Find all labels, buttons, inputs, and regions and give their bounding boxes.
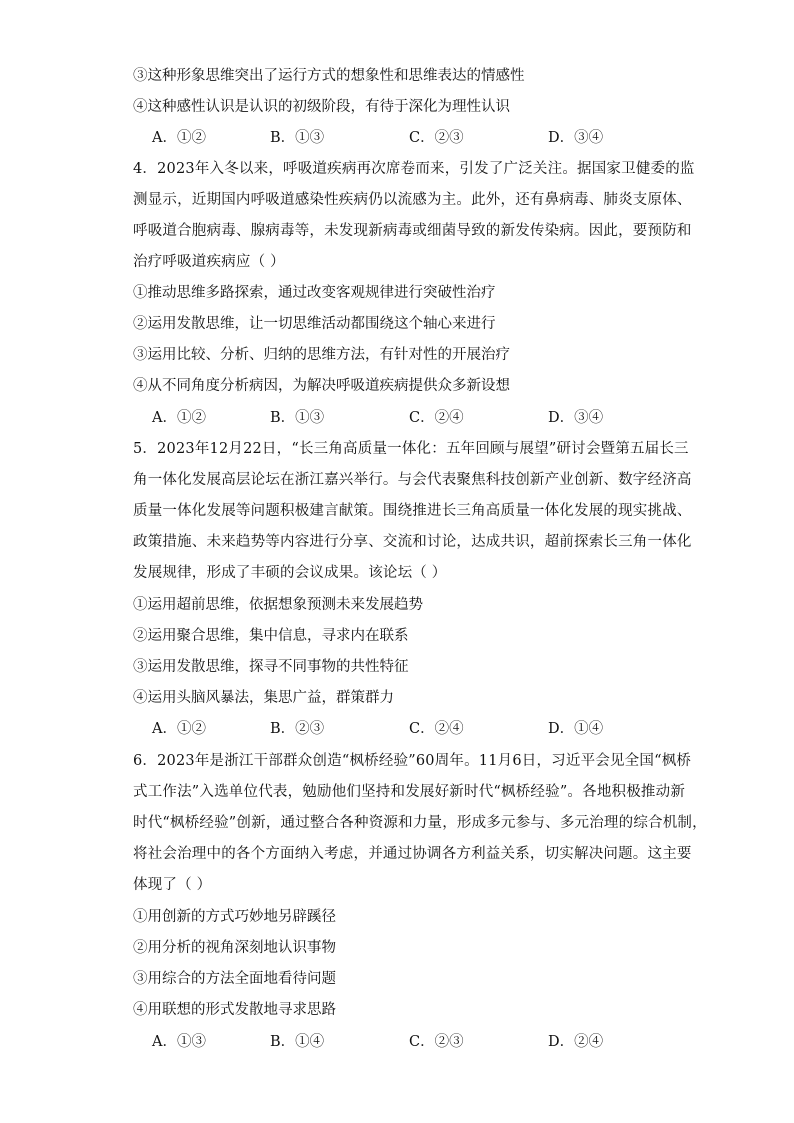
q4-stem-line-3: 呼吸道合胞病毒、腺病毒等，未发现新病毒或细菌导致的新发传染病。因此，要预防和 [133,223,692,239]
q5-stem-line-3: 质量一体化发展等问题积极建言献策。围绕推进长三角高质量一体化发展的现实挑战、 [133,503,692,519]
q5-stem-line-1: 5．2023年12月22日，“长三角高质量一体化：五年回顾与展望”研讨会暨第五届长三 [133,441,689,457]
q4-statement-3: ③运用比较、分析、归纳的思维方法，有针对性的开展治疗 [133,347,510,363]
q6-statement-2: ②用分析的视角深刻地认识事物 [133,940,336,956]
q4-option-b[interactable]: B．①③ [270,410,325,426]
q3-option-a[interactable]: A．①② [152,130,206,146]
q4-statement-2: ②运用发散思维，让一切思维活动都围绕这个轴心来进行 [133,316,496,332]
q5-stem-line-5: 发展规律，形成了丰硕的会议成果。该论坛（ ） [133,565,447,581]
q6-stem-line-1: 6．2023年是浙江干部群众创造“枫桥经验”60周年。11月6日，习近平会见全国“枫桥 [133,753,692,769]
q3-option-c[interactable]: C．②③ [409,130,464,146]
q6-statement-1: ①用创新的方式巧妙地另辟蹊径 [133,909,336,925]
q4-option-a[interactable]: A．①② [152,410,206,426]
q4-statement-4: ④从不同角度分析病因，为解决呼吸道疾病提供众多新设想 [133,378,510,394]
q3-option-b[interactable]: B．①③ [270,130,325,146]
q5-stem-line-2: 角一体化发展高层论坛在浙江嘉兴举行。与会代表聚焦科技创新产业创新、数字经济高 [133,472,692,488]
q6-stem-line-4: 将社会治理中的各个方面纳入考虑，并通过协调各方利益关系，切实解决问题。这主要 [133,846,692,862]
q5-option-d[interactable]: D．①④ [548,721,604,737]
q4-option-d[interactable]: D．③④ [548,410,604,426]
q5-statement-4: ④运用头脑风暴法，集思广益，群策群力 [133,690,394,706]
q4-stem-line-4: 治疗呼吸道疾病应（ ） [133,254,285,270]
q5-options [152,719,672,739]
q5-option-b[interactable]: B．②③ [270,721,325,737]
q5-option-c[interactable]: C．②④ [409,721,464,737]
q6-option-d[interactable]: D．②④ [548,1034,604,1050]
q5-statement-1: ①运用超前思维，依据想象预测未来发展趋势 [133,597,423,613]
q4-stem-line-1: 4．2023年入冬以来，呼吸道疾病再次席卷而来，引发了广泛关注。据国家卫健委的监 [133,161,695,177]
q4-option-c[interactable]: C．②④ [409,410,464,426]
q5-stem-line-4: 政策措施、未来趋势等内容进行分享、交流和讨论，达成共识，超前探索长三角一体化 [133,534,692,550]
q6-stem-line-3: 时代“枫桥经验”创新，通过整合各种资源和力量，形成多元参与、多元治理的综合机制， [133,815,707,831]
q6-stem-line-2: 式工作法”入选单位代表，勉励他们坚持和发展好新时代“枫桥经验”。各地积极推动新 [133,784,686,800]
q6-option-a[interactable]: A．①③ [152,1034,206,1050]
q6-options [152,1032,672,1052]
q4-stem-line-2: 测显示，近期国内呼吸道感染性疾病仍以流感为主。此外，还有鼻病毒、肺炎支原体、 [133,192,692,208]
q4-statement-1: ①推动思维多路探索，通过改变客观规律进行突破性治疗 [133,285,496,301]
q5-option-a[interactable]: A．①② [152,721,206,737]
q6-statement-4: ④用联想的形式发散地寻求思路 [133,1002,336,1018]
q3-option-d[interactable]: D．③④ [548,130,604,146]
q5-statement-3: ③运用发散思维，探寻不同事物的共性特征 [133,659,409,675]
q6-statement-3: ③用综合的方法全面地看待问题 [133,971,336,987]
q6-option-b[interactable]: B．①④ [270,1034,325,1050]
q3-statement-3: ③这种形象思维突出了运行方式的想象性和思维表达的情感性 [133,68,525,84]
q3-statement-4: ④这种感性认识是认识的初级阶段，有待于深化为理性认识 [133,99,510,115]
q6-option-c[interactable]: C．②③ [409,1034,464,1050]
q5-statement-2: ②运用聚合思维，集中信息，寻求内在联系 [133,628,409,644]
q6-stem-line-5: 体现了（ ） [133,877,212,893]
q3-options [152,128,672,148]
q4-options [152,408,672,428]
